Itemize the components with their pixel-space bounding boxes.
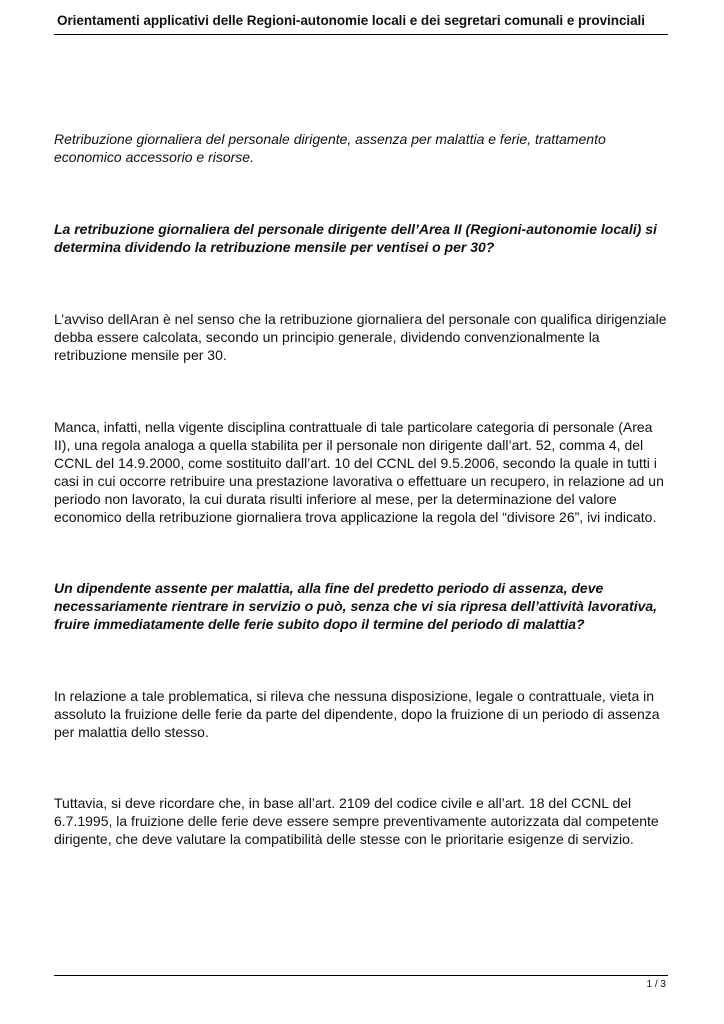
header-divider [54,34,668,35]
question-1: La retribuzione giornaliera del personale dirigente dell’Area II (Regioni-autonomie locali) si determina dividendo la retribuzione mensile per ventisei o per 30? [54,221,657,255]
page-header-title: Orientamenti applicativi delle Regioni-autonomie locali e dei segretari comunali e provinciali [57,13,645,28]
footer-divider [54,975,668,976]
answer-2-paragraph-1: In relazione a tale problematica, si rileva che nessuna disposizione, legale o contrattuale, vieta in assoluto la fruizione delle ferie da parte del dipendente, dopo la fruizione di un periodo di assenza per malattia dello stesso. [54,688,660,740]
document-subtitle: Retribuzione giornaliera del personale dirigente, assenza per malattia e ferie, trattamento economico accessorio e risorse. [54,131,606,165]
answer-2-paragraph-2: Tuttavia, si deve ricordare che, in base all’art. 2109 del codice civile e all’art. 18 del CCNL del 6.7.1995, la fruizione delle ferie deve essere sempre preventivamente autorizzata dal competente dirigente, che deve valutare la compatibilità delle stesse con le prioritarie esigenze di servizio. [54,795,659,847]
answer-1-paragraph-1: L’avviso dellAran è nel senso che la retribuzione giornaliera del personale con qualifica dirigenziale debba essere calcolata, secondo un principio generale, dividendo convenzionalmente la retribuzione mensile per 30. [54,311,667,363]
document-body [54,130,668,848]
question-2: Un dipendente assente per malattia, alla fine del predetto periodo di assenza, deve necessariamente rientrare in servizio o può, senza che vi sia ripresa dell’attività lavorativa, fruire immediatamente delle ferie subito dopo il termine del periodo di malattia? [54,580,658,632]
answer-1-paragraph-2: Manca, infatti, nella vigente disciplina contrattuale di tale particolare categoria di personale (Area II), una regola analoga a quella stabilita per il personale non dirigente dall’art. 52, comma 4, del CCNL del 14.9.2000, come sostituito dall’art. 10 del CCNL del 9.5.2006, secondo la quale in tutti i casi in cui occorre retribuire una prestazione lavorativa o effettuare un recupero, in relazione ad un periodo non lavorato, la cui durata risulti inferiore al mese, per la determinazione del valore economico della retribuzione giornaliera trova applicazione la regola del “divisore 26”, ivi indicato. [54,419,664,525]
page-number: 1 / 3 [646,979,666,990]
